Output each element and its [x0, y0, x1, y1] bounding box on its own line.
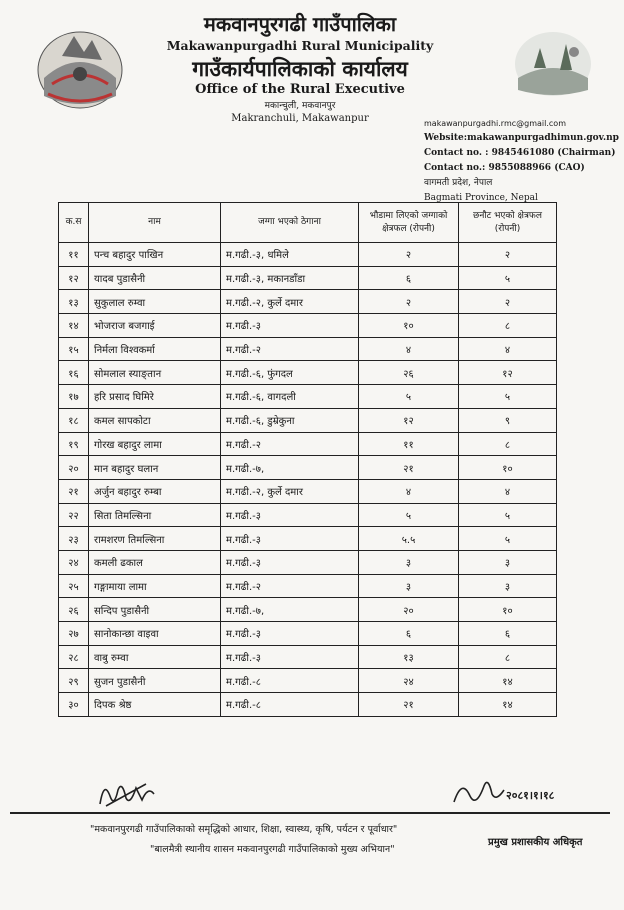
cell-address: म.गढी.-३: [221, 645, 359, 669]
address-en: Makranchuli, Makawanpur: [231, 113, 369, 124]
cell-serial: १५: [59, 337, 89, 361]
cell-selected-area: ८: [459, 432, 557, 456]
header-serial: क.स: [59, 203, 89, 243]
cell-leased-area: ६: [359, 622, 459, 646]
cell-selected-area: ४: [459, 479, 557, 503]
province-en: Bagmati Province, Nepal: [424, 193, 538, 203]
cell-address: म.गढी.-२: [221, 574, 359, 598]
cell-leased-area: ११: [359, 432, 459, 456]
header-name: नाम: [89, 203, 221, 243]
office-name-np: गाउँकार्यपालिकाको कार्यालय: [192, 56, 408, 81]
nepal-emblem-icon: [34, 26, 126, 110]
cell-selected-area: ५: [459, 385, 557, 409]
land-area-table: [58, 202, 557, 717]
header-selected-area: छनौट भएको क्षेत्रफल (रोपनी): [459, 203, 557, 243]
cell-name: यादब पुडासैनी: [89, 266, 221, 290]
cell-serial: १८: [59, 408, 89, 432]
footer-motto-2: "बालमैत्री स्थानीय शासन मकवानपुरगढी गाउँपालिकाको मुख्य अभियान": [150, 844, 395, 855]
cell-name: मान बहादुर घलान: [89, 456, 221, 480]
cell-serial: २९: [59, 669, 89, 693]
contact-website: Website:makawanpurgadhimun.gov.np: [424, 133, 619, 143]
table-row: [59, 693, 557, 717]
cell-address: म.गढी.-३, मकानडाँडा: [221, 266, 359, 290]
cell-name: हरि प्रसाद घिमिरे: [89, 385, 221, 409]
cell-serial: २३: [59, 527, 89, 551]
cell-name: सुकुलाल रुम्वा: [89, 290, 221, 314]
cell-leased-area: ५: [359, 385, 459, 409]
cell-serial: २७: [59, 622, 89, 646]
cell-serial: ११: [59, 243, 89, 267]
cell-leased-area: २६: [359, 361, 459, 385]
cell-address: म.गढी.-६, फुंगदल: [221, 361, 359, 385]
cell-selected-area: ५: [459, 527, 557, 551]
cell-address: म.गढी.-८: [221, 693, 359, 717]
table-body: [59, 243, 557, 717]
cell-selected-area: ४: [459, 337, 557, 361]
cell-leased-area: २: [359, 243, 459, 267]
cell-serial: २२: [59, 503, 89, 527]
cell-name: कमल सापकोटा: [89, 408, 221, 432]
cell-selected-area: २: [459, 290, 557, 314]
cell-leased-area: १०: [359, 314, 459, 338]
cell-address: म.गढी.-३: [221, 314, 359, 338]
municipality-logo-icon: [512, 28, 594, 100]
table-row: [59, 243, 557, 267]
letterhead-title-block: [130, 12, 470, 125]
cell-address: म.गढी.-२: [221, 337, 359, 361]
cell-name: सोमलाल स्याङ्तान: [89, 361, 221, 385]
contact-cao: Contact no.: 9855088966 (CAO): [424, 163, 585, 173]
cell-name: गोरख बहादुर लामा: [89, 432, 221, 456]
cell-name: वाबु रुम्वा: [89, 645, 221, 669]
cell-leased-area: ६: [359, 266, 459, 290]
cao-stamp: प्रमुख प्रशासकीय अधिकृत: [488, 837, 583, 848]
cell-selected-area: १४: [459, 693, 557, 717]
contact-block: [424, 116, 620, 206]
cell-address: म.गढी.-२, कुर्ले दमार: [221, 290, 359, 314]
header-address: जग्गा भएको ठेगाना: [221, 203, 359, 243]
cell-address: म.गढी.-६, वागदली: [221, 385, 359, 409]
cell-serial: १९: [59, 432, 89, 456]
table-row: [59, 266, 557, 290]
municipality-name-en: Makawanpurgadhi Rural Municipality: [166, 38, 434, 53]
cell-name: सिता तिमल्सिना: [89, 503, 221, 527]
cell-address: म.गढी.-३: [221, 550, 359, 574]
municipality-name-np: मकवानपुरगढी गाउँपालिका: [203, 12, 397, 36]
cell-leased-area: ५: [359, 503, 459, 527]
cell-selected-area: ३: [459, 574, 557, 598]
table-row: [59, 669, 557, 693]
cell-leased-area: २१: [359, 693, 459, 717]
cell-address: म.गढी.-७,: [221, 598, 359, 622]
cell-leased-area: २०: [359, 598, 459, 622]
cell-address: म.गढी.-६, डुम्रेकुना: [221, 408, 359, 432]
cell-address: म.गढी.-३, धमिले: [221, 243, 359, 267]
table-row: [59, 574, 557, 598]
table-row: [59, 432, 557, 456]
table-row: [59, 456, 557, 480]
cell-selected-area: १२: [459, 361, 557, 385]
table-row: [59, 479, 557, 503]
cell-leased-area: १२: [359, 408, 459, 432]
cell-name: रामशरण तिमल्सिना: [89, 527, 221, 551]
table-row: [59, 645, 557, 669]
cell-serial: २५: [59, 574, 89, 598]
cell-name: भोजराज बजगाई: [89, 314, 221, 338]
cell-serial: २१: [59, 479, 89, 503]
table-row: [59, 337, 557, 361]
cell-address: म.गढी.-३: [221, 503, 359, 527]
table-row: [59, 361, 557, 385]
table-row: [59, 385, 557, 409]
table-row: [59, 527, 557, 551]
table-row: [59, 550, 557, 574]
cell-leased-area: ४: [359, 337, 459, 361]
cell-selected-area: ९: [459, 408, 557, 432]
cell-serial: १२: [59, 266, 89, 290]
table-header-row: [59, 203, 557, 243]
cell-leased-area: ३: [359, 550, 459, 574]
cell-selected-area: १०: [459, 456, 557, 480]
cell-serial: २६: [59, 598, 89, 622]
cell-serial: ३०: [59, 693, 89, 717]
cell-leased-area: ४: [359, 479, 459, 503]
cell-selected-area: ५: [459, 266, 557, 290]
cell-selected-area: ५: [459, 503, 557, 527]
cell-name: दिपक श्रेष्ठ: [89, 693, 221, 717]
cell-leased-area: २१: [359, 456, 459, 480]
cell-leased-area: २४: [359, 669, 459, 693]
cell-serial: १७: [59, 385, 89, 409]
cell-leased-area: ३: [359, 574, 459, 598]
cell-name: सन्दिप पुडासैनी: [89, 598, 221, 622]
contact-email: makawanpurgadhi.rmc@gmail.com: [424, 119, 566, 128]
cell-selected-area: ६: [459, 622, 557, 646]
cell-serial: २४: [59, 550, 89, 574]
table-row: [59, 622, 557, 646]
cell-name: पन्च बहादुर पाखिन: [89, 243, 221, 267]
table-row: [59, 598, 557, 622]
cell-name: कमली ढकाल: [89, 550, 221, 574]
cell-leased-area: १३: [359, 645, 459, 669]
cell-selected-area: ८: [459, 314, 557, 338]
cell-serial: २८: [59, 645, 89, 669]
signature-left: [96, 776, 162, 812]
province-np: वागमती प्रदेश, नेपाल: [424, 178, 493, 188]
signature-right: [448, 772, 578, 812]
header-leased-area: भौडामा लिएको जग्गाको क्षेत्रफल (रोपनी): [359, 203, 459, 243]
cell-address: म.गढी.-८: [221, 669, 359, 693]
cell-serial: १४: [59, 314, 89, 338]
table-row: [59, 314, 557, 338]
cell-address: म.गढी.-३: [221, 622, 359, 646]
cell-selected-area: ८: [459, 645, 557, 669]
signature-date: २०८१।१।१८: [506, 789, 555, 802]
cell-selected-area: १०: [459, 598, 557, 622]
cell-leased-area: ५.५: [359, 527, 459, 551]
cell-name: निर्मला विश्वकर्मा: [89, 337, 221, 361]
footer-motto-1: "मकवानपुरगढी गाउँपालिकाको समृद्धिको आधार, शिक्षा, स्वास्थ्य, कृषि, पर्यटन र पूर्वाधार": [90, 824, 398, 835]
table-row: [59, 408, 557, 432]
cell-leased-area: २: [359, 290, 459, 314]
cell-address: म.गढी.-३: [221, 527, 359, 551]
cell-address: म.गढी.-७,: [221, 456, 359, 480]
cell-serial: १३: [59, 290, 89, 314]
cell-address: म.गढी.-२: [221, 432, 359, 456]
cell-address: म.गढी.-२, कुर्ले दमार: [221, 479, 359, 503]
cell-serial: १६: [59, 361, 89, 385]
cell-name: गङ्गामाया लामा: [89, 574, 221, 598]
cell-selected-area: २: [459, 243, 557, 267]
office-name-en: Office of the Rural Executive: [195, 82, 405, 97]
table-row: [59, 290, 557, 314]
footer-divider: [10, 812, 610, 814]
table-row: [59, 503, 557, 527]
contact-chairman: Contact no. : 9845461080 (Chairman): [424, 148, 616, 158]
cell-serial: २०: [59, 456, 89, 480]
cell-name: अर्जुन बहादुर रुम्बा: [89, 479, 221, 503]
cell-name: सुजन पुडासैनी: [89, 669, 221, 693]
cell-selected-area: ३: [459, 550, 557, 574]
address-np: मकान्चुली, मकवानपुर: [264, 101, 336, 111]
cell-selected-area: १४: [459, 669, 557, 693]
cell-name: सानोकान्छा वाइवा: [89, 622, 221, 646]
